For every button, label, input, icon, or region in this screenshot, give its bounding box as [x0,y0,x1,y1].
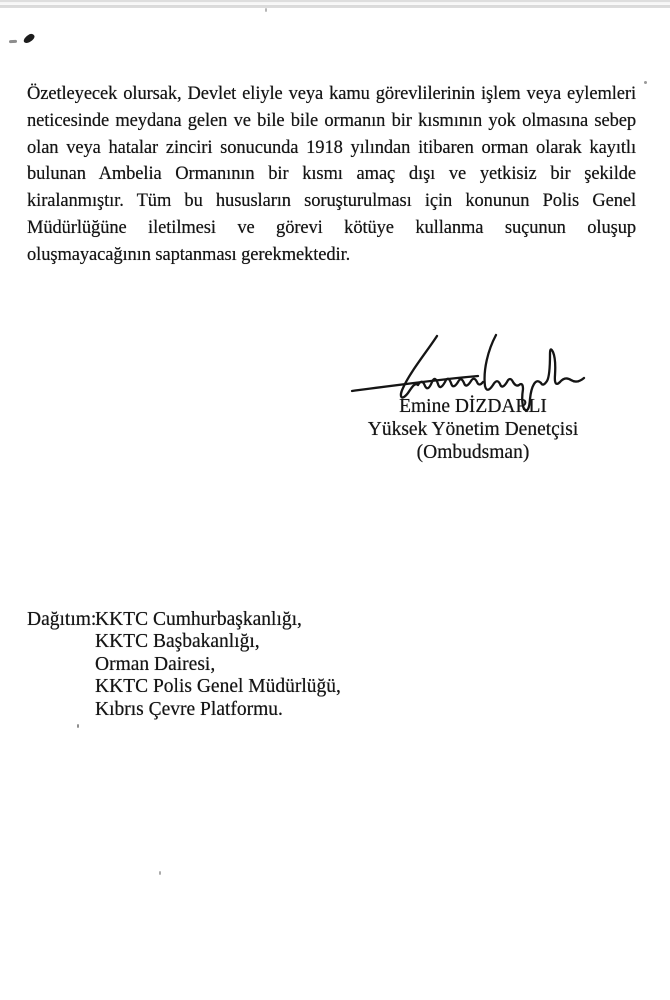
signer-role: (Ombudsman) [416,442,530,463]
distribution-item: KKTC Polis Genel Müdürlüğü, [95,676,341,698]
distribution-label: Dağıtım: [27,609,97,630]
body-paragraph [27,81,636,269]
paragraph-line: neticesinde meydana gelen ve bile bile ormanın bir kısmının yok olmasına sebep [27,110,636,131]
paragraph-line: bulunan Ambelia Ormanının bir kısmı amaç dışı ve yetkisiz bir şekilde [27,164,636,185]
distribution-item: Orman Dairesi, [95,653,216,675]
distribution-item: KKTC Cumhurbaşkanlığı, [95,609,302,630]
scan-speck [159,871,161,875]
scan-speck [265,8,267,12]
scan-artifact-band [0,0,670,10]
distribution-section [27,609,341,721]
paragraph-line: kiralanmıştır. Tüm bu hususların soruşturulması için konunun Polis Genel [27,191,636,212]
ink-smudge-blob [22,33,36,45]
paragraph-line: olan veya hatalar zinciri sonucunda 1918 yılından itibaren orman olarak kayıtlı [27,137,636,158]
signer-title: Yüksek Yönetim Denetçisi [367,419,579,440]
scan-speck [77,724,79,728]
signer-name: Emine DİZDARLI [399,396,547,417]
distribution-item: KKTC Başbakanlığı, [95,631,260,653]
distribution-item: Kıbrıs Çevre Platformu. [95,698,283,720]
paragraph-line: Özetleyecek olursak, Devlet eliyle veya kamu görevlilerinin işlem veya eylemleri [27,84,636,104]
ink-smudge-dash [9,40,17,43]
distribution-list [95,609,341,721]
paragraph-line: Müdürlüğüne iletilmesi ve görevi kötüye kullanma suçunun oluşup [27,217,636,238]
paragraph-line: oluşmayacağının saptanması gerekmektedir. [27,244,351,265]
signature-block [332,395,614,464]
scan-speck [644,81,647,84]
